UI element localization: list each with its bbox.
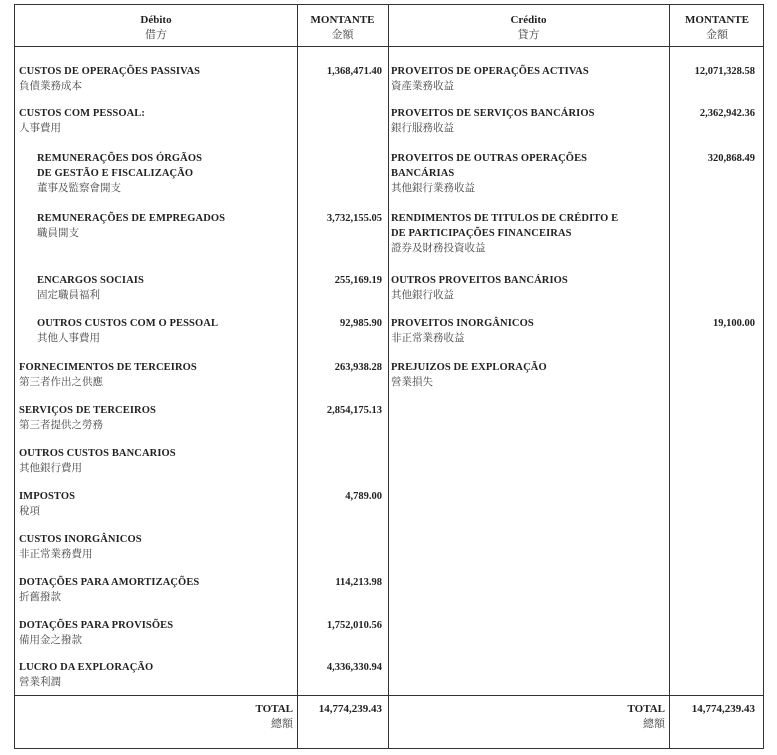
debit-item-label: REMUNERAÇÕES DOS ÓRGÃOS DE GESTÃO E FISCALIZAÇÃO	[37, 153, 203, 179]
debit-amount-header	[297, 13, 388, 43]
column-divider	[297, 5, 298, 748]
credit-item-label-zh: 營業損失	[391, 377, 433, 388]
debit-item-amount: 1,752,010.56	[326, 620, 382, 631]
credit-item-label: PROVEITOS DE OPERAÇÕES ACTIVAS	[391, 66, 589, 77]
credit-amount-header-label-zh: 金額	[706, 29, 728, 41]
credit-item-amount: 12,071,328.58	[694, 66, 755, 77]
debit-item-label-zh: 董事及監察會開支	[37, 183, 121, 194]
credit-item-label: PROVEITOS DE OUTRAS OPERAÇÕES BANCÁRIAS	[391, 153, 588, 179]
debit-item-label-zh: 營業利潤	[19, 677, 61, 688]
debit-item-label-zh: 負債業務成本	[19, 81, 82, 92]
credit-item-label: PREJUIZOS DE EXPLORAÇÃO	[391, 362, 547, 373]
debit-item-label-zh: 備用金之撥款	[19, 635, 82, 646]
credit-item-label-zh: 非正常業務收益	[391, 333, 465, 344]
debit-item-label-zh: 折舊撥款	[19, 592, 61, 603]
debit-item-amount: 114,213.98	[335, 577, 382, 588]
debit-item	[37, 273, 144, 303]
debit-item-label: CUSTOS COM PESSOAL:	[19, 108, 145, 119]
debit-total-amount: 14,774,239.43	[318, 703, 382, 715]
debit-item	[37, 211, 225, 241]
debit-item-label: DOTAÇÕES PARA AMORTIZAÇÕES	[19, 577, 200, 588]
credit-item-amount: 320,868.49	[707, 153, 755, 164]
debit-item-label: OUTROS CUSTOS BANCARIOS	[19, 448, 176, 459]
debit-item-label: IMPOSTOS	[19, 491, 76, 502]
debit-item-amount: 4,789.00	[345, 491, 382, 502]
debit-item-label: SERVIÇOS DE TERCEIROS	[19, 405, 156, 416]
credit-item	[391, 316, 534, 346]
debit-item-label-zh: 稅項	[19, 506, 40, 517]
credit-item	[391, 151, 587, 196]
credit-total-amount: 14,774,239.43	[691, 703, 755, 715]
credit-item	[391, 64, 589, 94]
debit-item-amount: 263,938.28	[334, 362, 382, 373]
credit-item-label-zh: 銀行服務收益	[391, 123, 454, 134]
debit-item	[37, 151, 202, 196]
debit-item-label: CUSTOS DE OPERAÇÕES PASSIVAS	[19, 66, 201, 77]
total-rule	[15, 695, 763, 696]
debit-item-label: ENCARGOS SOCIAIS	[37, 275, 144, 286]
debit-item-label-zh: 職員開支	[37, 228, 79, 239]
credit-header-label: Crédito	[510, 14, 547, 26]
debit-item-label-zh: 人事費用	[19, 123, 61, 134]
debit-header-label: Débito	[140, 14, 172, 26]
credit-item-label-zh: 其他銀行收益	[391, 290, 454, 301]
credit-item-label-zh: 資產業務收益	[391, 81, 454, 92]
debit-item	[19, 575, 199, 605]
debit-item-amount: 3,732,155.05	[326, 213, 382, 224]
debit-item-label-zh: 第三者提供之勞務	[19, 420, 103, 431]
column-divider	[388, 5, 389, 748]
credit-total-label-zh: 總額	[643, 718, 665, 730]
credit-item	[391, 360, 547, 390]
debit-item	[37, 316, 218, 346]
debit-item	[19, 64, 200, 94]
debit-item	[19, 360, 197, 390]
credit-item-amount: 19,100.00	[713, 318, 755, 329]
debit-item-label: DOTAÇÕES PARA PROVISÕES	[19, 620, 174, 631]
debit-item-amount: 4,336,330.94	[326, 662, 382, 673]
debit-total-label-zh: 總額	[271, 718, 293, 730]
debit-item-label: CUSTOS INORGÂNICOS	[19, 534, 142, 545]
debit-item-amount: 2,854,175.13	[326, 405, 382, 416]
debit-item-label-zh: 固定職員福利	[37, 290, 100, 301]
debit-total-label	[256, 702, 294, 732]
credit-total-label	[628, 702, 666, 732]
debit-amount-header-label: MONTANTE	[310, 14, 375, 26]
credit-header-label-zh: 貸方	[517, 29, 540, 41]
header-rule	[15, 46, 763, 47]
debit-item-label-zh: 其他人事費用	[37, 333, 100, 344]
debit-item	[19, 618, 173, 648]
debit-item	[19, 446, 176, 476]
credit-amount-header-label: MONTANTE	[685, 14, 749, 26]
credit-item	[391, 106, 595, 136]
credit-item-label-zh: 其他銀行業務收益	[391, 183, 475, 194]
credit-item-amount: 2,362,942.36	[699, 108, 755, 119]
debit-item-label: FORNECIMENTOS DE TERCEIROS	[19, 362, 197, 373]
column-divider	[669, 5, 670, 748]
credit-item-label: OUTROS PROVEITOS BANCÁRIOS	[391, 275, 568, 286]
debit-amount-header-label-zh: 金額	[331, 29, 354, 41]
debit-header	[15, 13, 297, 43]
debit-item-amount: 92,985.90	[340, 318, 382, 329]
credit-header	[388, 13, 669, 43]
debit-item-label: LUCRO DA EXPLORAÇÃO	[19, 662, 154, 673]
debit-item	[19, 489, 75, 519]
debit-item-label-zh: 非正常業務費用	[19, 549, 93, 560]
debit-item-label-zh: 其他銀行費用	[19, 463, 82, 474]
debit-header-label-zh: 借方	[145, 29, 167, 41]
debit-item-label-zh: 第三者作出之供應	[19, 377, 103, 388]
debit-item	[19, 106, 145, 136]
credit-amount-header	[669, 13, 765, 43]
debit-total-label-pt: TOTAL	[255, 703, 293, 715]
debit-item	[19, 660, 153, 690]
debit-item	[19, 403, 156, 433]
debit-item-label: OUTROS CUSTOS COM O PESSOAL	[37, 318, 219, 329]
credit-item-label: PROVEITOS INORGÂNICOS	[391, 318, 534, 329]
profit-loss-statement	[14, 4, 764, 749]
credit-item	[391, 211, 618, 256]
credit-item-label: PROVEITOS DE SERVIÇOS BANCÁRIOS	[391, 108, 595, 119]
debit-item-label: REMUNERAÇÕES DE EMPREGADOS	[37, 213, 226, 224]
credit-item-label: RENDIMENTOS DE TITULOS DE CRÉDITO E DE PARTICIPAÇÕES FINANCEIRAS	[391, 213, 619, 239]
credit-item-label-zh: 證券及財務投資收益	[391, 243, 486, 254]
debit-item-amount: 255,169.19	[334, 275, 382, 286]
credit-item	[391, 273, 568, 303]
credit-total-label-pt: TOTAL	[627, 703, 665, 715]
debit-item	[19, 532, 142, 562]
debit-item-amount: 1,368,471.40	[326, 66, 382, 77]
